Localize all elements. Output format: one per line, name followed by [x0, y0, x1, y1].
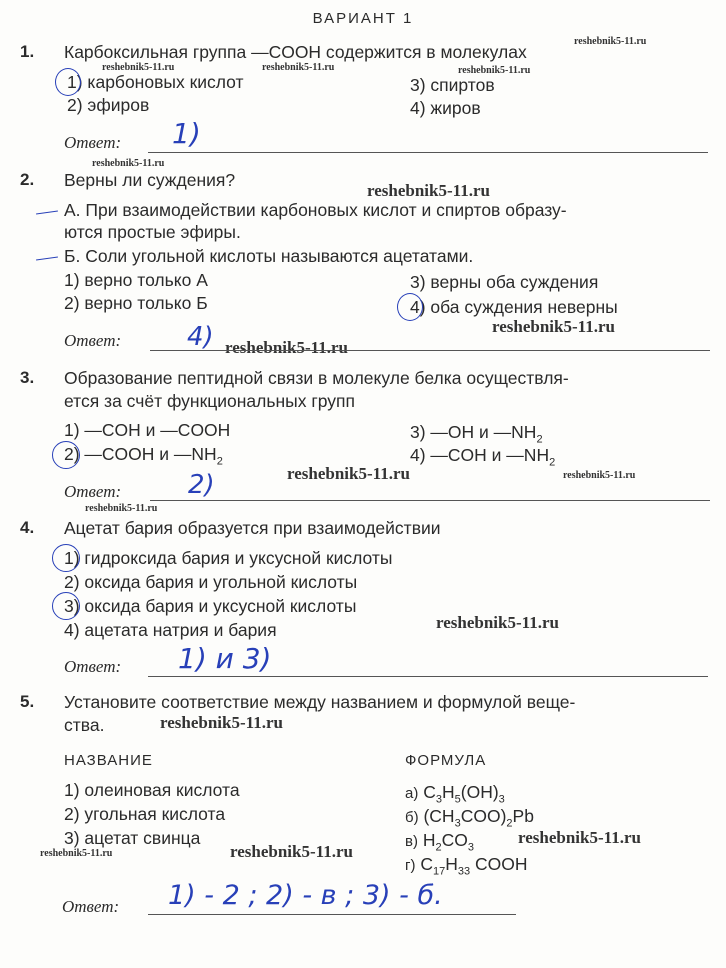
option: 2) эфиров: [67, 95, 150, 115]
answer-label: Ответ:: [64, 331, 122, 350]
option: 1) —COH и —COOH: [64, 420, 231, 440]
handwritten-answer: 1) и 3): [178, 642, 272, 675]
question-text: Ацетат бария образуется при взаимодействии: [64, 518, 441, 538]
option: 1) верно только А: [64, 270, 208, 290]
question-number: 5.: [20, 692, 35, 711]
answer-circle: [55, 68, 81, 96]
answer-circle: [52, 544, 80, 572]
watermark: reshebnik5-11.ru: [92, 158, 165, 169]
option: 3) оксида бария и уксусной кислоты: [64, 596, 357, 616]
watermark: reshebnik5-11.ru: [230, 842, 353, 861]
handwritten-answer: 1): [172, 117, 201, 150]
answer-label: Ответ:: [64, 133, 122, 152]
statement-a-cont: ются простые эфиры.: [64, 222, 241, 242]
watermark: reshebnik5-11.ru: [225, 338, 348, 357]
handwritten-dash: [36, 210, 58, 214]
question-number: 3.: [20, 368, 35, 387]
answer-label: Ответ:: [64, 482, 122, 501]
handwritten-answer: 2): [188, 470, 215, 500]
name-item: 3) ацетат свинца: [64, 828, 201, 848]
question-text: Карбоксильная группа —COOH содержится в молекулах: [64, 42, 527, 62]
option: 2) верно только Б: [64, 293, 208, 313]
column-header-name: НАЗВАНИЕ: [64, 752, 153, 769]
option: 2) оксида бария и угольной кислоты: [64, 572, 358, 592]
formula-item: в) $H_2CO_3$: [405, 830, 474, 854]
watermark: reshebnik5-11.ru: [102, 62, 175, 73]
answer-circle: [52, 441, 80, 469]
option: 3) спиртов: [410, 75, 495, 95]
watermark: reshebnik5-11.ru: [262, 62, 335, 73]
answer-line: [148, 914, 516, 915]
answer-line: [150, 350, 710, 351]
statement-a: А. При взаимодействии карбоновых кислот и спиртов образу-: [64, 200, 567, 220]
handwritten-dash: [36, 256, 58, 260]
answer-label: Ответ:: [64, 657, 122, 676]
formula-item: г) $C_{17}H_{33}$ COOH: [405, 854, 528, 878]
page-title: ВАРИАНТ 1: [312, 10, 414, 27]
watermark: reshebnik5-11.ru: [492, 317, 615, 336]
name-item: 1) олеиновая кислота: [64, 780, 240, 800]
answer-line: [148, 676, 708, 677]
question-text-cont: ства.: [64, 715, 105, 735]
option: 4) жиров: [410, 98, 481, 118]
question-text-cont: ется за счёт функциональных групп: [64, 391, 355, 411]
handwritten-answer: 1) - 2 ; 2) - в ; 3) - б.: [168, 880, 443, 911]
option: 4) ацетата натрия и бария: [64, 620, 277, 640]
answer-label: Ответ:: [62, 897, 120, 916]
question-text: Установите соответствие между названием и формулой веще-: [64, 692, 576, 712]
question-text: Образование пептидной связи в молекуле белка осуществля-: [64, 368, 569, 388]
question-number: 2.: [20, 170, 35, 189]
watermark: reshebnik5-11.ru: [160, 713, 283, 732]
question-number: 1.: [20, 42, 35, 61]
statement-b: Б. Соли угольной кислоты называются ацетатами.: [64, 246, 474, 266]
option: 4) оба суждения неверны: [410, 297, 618, 317]
watermark: reshebnik5-11.ru: [563, 470, 636, 481]
watermark: reshebnik5-11.ru: [574, 36, 647, 47]
question-number: 4.: [20, 518, 35, 537]
question-text: Верны ли суждения?: [64, 170, 236, 190]
watermark: reshebnik5-11.ru: [287, 464, 410, 483]
watermark: reshebnik5-11.ru: [518, 828, 641, 847]
option: 3) —OH и $—NH_2$: [410, 422, 543, 446]
watermark: reshebnik5-11.ru: [458, 65, 531, 76]
option: 1) гидроксида бария и уксусной кислоты: [64, 548, 393, 568]
option: 3) верны оба суждения: [410, 272, 599, 292]
watermark: reshebnik5-11.ru: [40, 848, 113, 859]
watermark: reshebnik5-11.ru: [436, 613, 559, 632]
answer-circle: [52, 592, 80, 620]
option: 1) карбоновых кислот: [67, 72, 244, 92]
answer-line: [148, 152, 708, 153]
option: 2) —COOH и $—NH_2$: [64, 444, 223, 468]
answer-line: [150, 500, 710, 501]
option: 4) —COH и $—NH_2$: [410, 445, 556, 469]
handwritten-answer: 4): [187, 322, 214, 352]
formula-item: а) $C_3H_5(OH)_3$: [405, 782, 505, 806]
column-header-formula: ФОРМУЛА: [405, 752, 487, 769]
formula-item: б) $(CH_3COO)_2Pb$: [405, 806, 534, 830]
name-item: 2) угольная кислота: [64, 804, 226, 824]
watermark: reshebnik5-11.ru: [85, 503, 158, 514]
answer-circle: [397, 293, 423, 321]
watermark: reshebnik5-11.ru: [367, 181, 490, 200]
